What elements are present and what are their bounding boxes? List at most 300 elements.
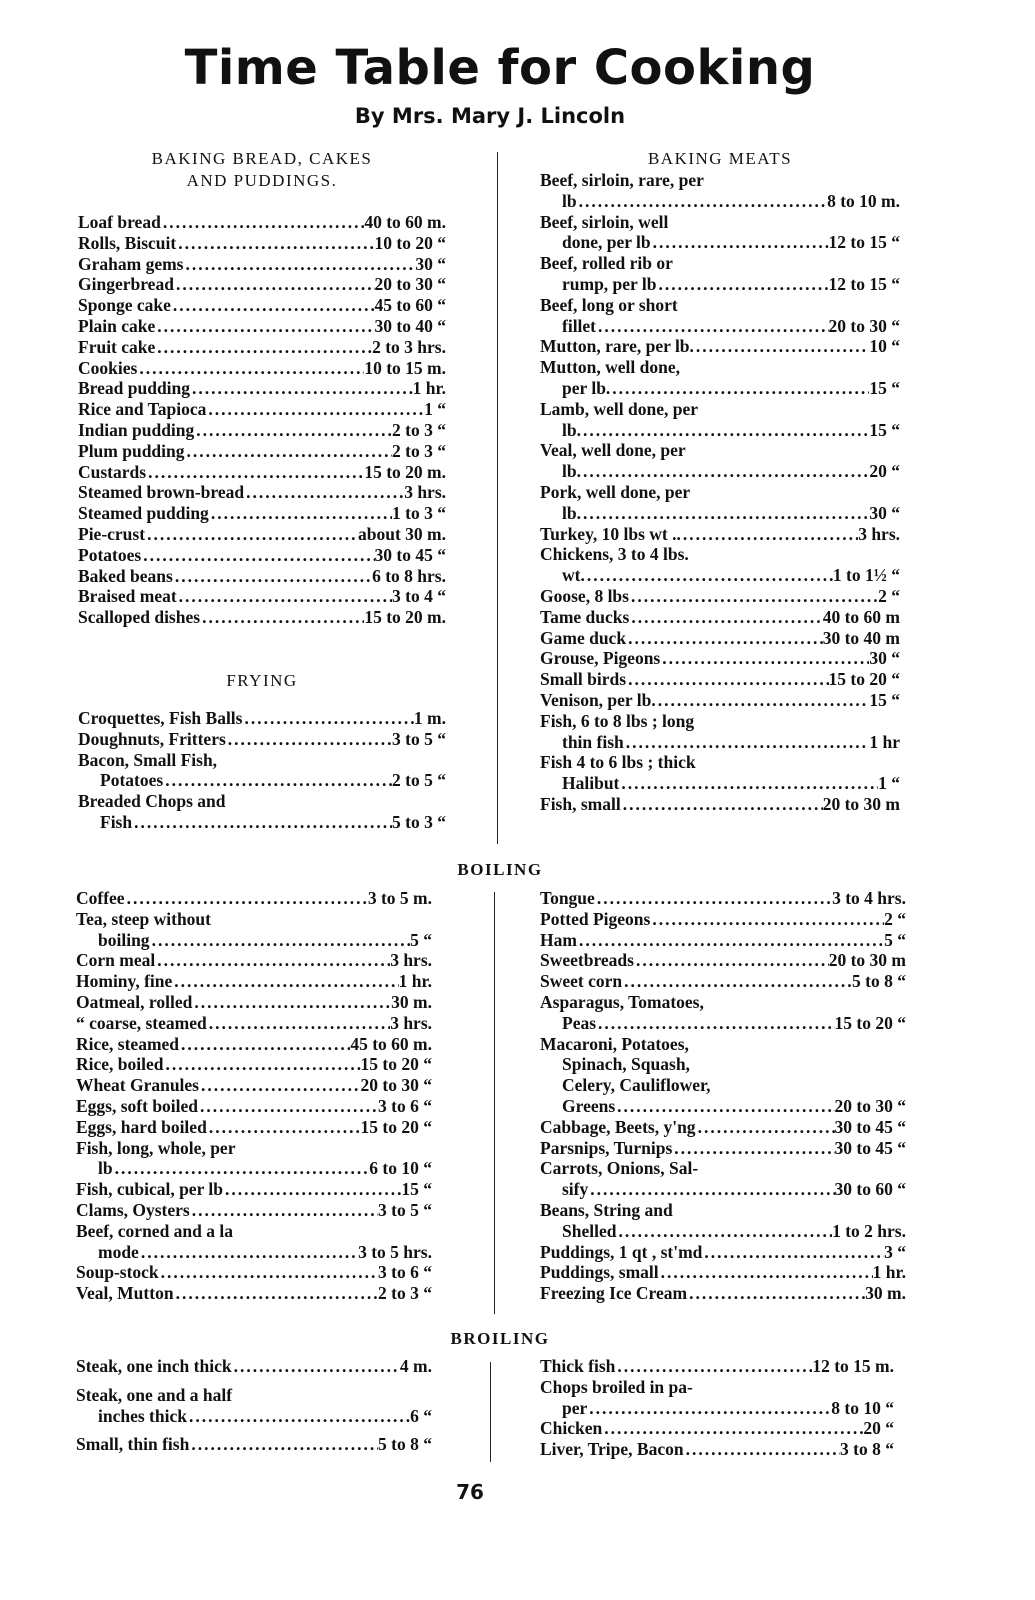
dot-leader [581, 503, 869, 524]
timetable-row [540, 170, 900, 191]
boiling-left-column [76, 888, 432, 1304]
timetable-row [78, 524, 446, 545]
timetable-row [78, 750, 446, 771]
dot-leader [619, 773, 878, 794]
timetable-time: 5 to 8 “ [378, 1434, 432, 1455]
dot-leader [596, 316, 829, 337]
dot-leader [139, 1242, 358, 1263]
timetable-time: 45 to 60 “ [374, 295, 446, 316]
dot-leader [616, 1221, 832, 1242]
timetable-time: 6 “ [410, 1405, 432, 1426]
timetable-row [540, 992, 906, 1013]
timetable-row [540, 909, 906, 930]
timetable-item: Gingerbread [78, 274, 174, 295]
timetable-item: Beef, sirloin, rare, per [540, 170, 704, 190]
timetable-item: lb [98, 1158, 113, 1179]
timetable-item: Steak, one inch thick [76, 1356, 232, 1376]
timetable-row [78, 462, 446, 483]
timetable-time: 3 hrs. [390, 950, 432, 971]
timetable-item: Beef, sirloin, well [540, 211, 669, 232]
timetable-time: 12 to 15 m. [812, 1356, 894, 1376]
timetable-row [76, 1096, 432, 1117]
dot-leader [684, 1439, 840, 1460]
dot-leader [626, 628, 823, 649]
dot-leader [622, 971, 852, 992]
boiling-right-column [540, 888, 906, 1304]
dot-leader [113, 1158, 370, 1179]
timetable-row [78, 791, 446, 812]
timetable-item: lb. [562, 502, 581, 523]
timetable-row [76, 1054, 432, 1075]
dot-leader [696, 1117, 835, 1138]
timetable-row [76, 1406, 432, 1427]
timetable-row [76, 1034, 432, 1055]
timetable-item: Rice, steamed [76, 1033, 180, 1054]
timetable-row [540, 971, 906, 992]
timetable-row [76, 888, 432, 909]
dot-leader [192, 992, 391, 1013]
timetable-row [540, 524, 900, 545]
timetable-row [78, 274, 446, 295]
timetable-item: Carrots, Onions, Sal- [540, 1158, 699, 1179]
timetable-time: 15 “ [869, 419, 900, 440]
dot-leader [232, 1356, 400, 1377]
dot-leader [179, 1034, 350, 1055]
timetable-row [78, 316, 446, 337]
timetable-row [76, 930, 432, 951]
timetable-time: 3 to 4 “ [392, 586, 446, 607]
dot-leader [621, 794, 823, 815]
timetable-row [540, 336, 900, 357]
timetable-row [76, 1117, 432, 1138]
timetable-time: 3 to 5 m. [367, 888, 432, 908]
dot-leader [624, 732, 870, 753]
dot-leader [626, 669, 828, 690]
boiling-right-list [540, 888, 906, 1304]
dot-leader [174, 1283, 378, 1304]
dot-leader [694, 336, 869, 357]
timetable-item: Soup-stock [76, 1262, 159, 1283]
dot-leader [581, 420, 869, 441]
timetable-item: Greens [562, 1095, 616, 1116]
timetable-time: 3 hrs. [858, 523, 900, 544]
timetable-time: 30 to 60 “ [834, 1179, 906, 1200]
timetable-item: thin fish [562, 731, 624, 752]
timetable-item: Chickens, 3 to 4 lbs. [540, 544, 689, 565]
timetable-item: Steak, one and a half [76, 1384, 233, 1405]
dot-leader [125, 888, 368, 909]
timetable-item: Parsnips, Turnips [540, 1137, 673, 1158]
dot-leader [159, 1262, 378, 1283]
broiling-left-list [76, 1356, 432, 1455]
timetable-item: Asparagus, Tomatoes, [540, 991, 704, 1012]
timetable-time: 1 to 2 hrs. [832, 1220, 906, 1241]
timetable-item: Wheat Granules [76, 1075, 199, 1096]
timetable-time: 10 to 20 “ [374, 232, 446, 253]
timetable-row [78, 337, 446, 358]
timetable-item: Sponge cake [78, 295, 171, 316]
timetable-item: Grouse, Pigeons [540, 648, 661, 669]
dot-leader [577, 191, 827, 212]
timetable-time: 20 to 30 “ [360, 1075, 432, 1096]
timetable-time: 1 “ [424, 399, 446, 420]
timetable-time: 30 m. [865, 1283, 906, 1304]
timetable-item: Graham gems [78, 253, 184, 274]
timetable-item: Veal, Mutton [76, 1283, 174, 1304]
timetable-row [540, 212, 900, 233]
timetable-row [78, 399, 446, 420]
timetable-row [540, 1096, 906, 1117]
dot-leader [199, 1075, 361, 1096]
timetable-item: Fruit cake [78, 336, 156, 357]
timetable-row [540, 1356, 894, 1377]
timetable-time: 3 to 6 “ [378, 1095, 432, 1116]
baking-bread-heading-2: AND PUDDINGS. [186, 171, 338, 190]
timetable-row [78, 729, 446, 750]
timetable-item: Potatoes [100, 770, 164, 791]
timetable-row [76, 950, 432, 971]
timetable-time: 15 to 20 “ [360, 1116, 432, 1137]
timetable-item: Mutton, well done, [540, 357, 680, 378]
timetable-row [540, 357, 900, 378]
timetable-row [76, 1200, 432, 1221]
timetable-item: Mutton, rare, per lb. [540, 336, 694, 357]
timetable-item: mode [98, 1241, 139, 1262]
timetable-time: 3 to 6 “ [378, 1262, 432, 1283]
timetable-item: Liver, Tripe, Bacon [540, 1439, 684, 1460]
timetable-item: Bread pudding [78, 378, 191, 399]
timetable-item: Rolls, Biscuit [78, 232, 177, 253]
timetable-item: Bacon, Small Fish, [78, 749, 218, 770]
timetable-row [78, 566, 446, 587]
timetable-row [76, 1179, 432, 1200]
timetable-item: Fish, long, whole, per [76, 1137, 236, 1158]
timetable-time: 2 to 3 hrs. [372, 336, 446, 357]
timetable-time: 40 to 60 m [822, 606, 900, 627]
timetable-item: “ coarse, steamed [76, 1012, 207, 1033]
timetable-row [76, 1075, 432, 1096]
timetable-row [76, 1356, 432, 1377]
timetable-time: 1 hr. [412, 378, 446, 399]
timetable-item: Tea, steep without [76, 908, 211, 929]
dot-leader [187, 1406, 410, 1427]
timetable-time: 1 m. [413, 707, 446, 728]
dot-leader [687, 1283, 865, 1304]
baking-bread-heading-1: BAKING BREAD, CAKES [151, 149, 373, 168]
timetable-row [540, 648, 900, 669]
timetable-time: 2 “ [884, 908, 906, 929]
timetable-item: Potatoes [78, 544, 142, 565]
column-divider-boiling [494, 892, 495, 1314]
timetable-time: 20 to 30 “ [828, 315, 900, 336]
dot-leader [190, 1200, 378, 1221]
timetable-item: Celery, Cauliflower, [562, 1075, 711, 1096]
timetable-time: 10 to 15 m. [364, 357, 446, 378]
timetable-time: 2 to 3 “ [392, 440, 446, 461]
timetable-time: 15 “ [401, 1179, 432, 1200]
timetable-item: Coffee [76, 888, 125, 908]
timetable-row [540, 1117, 906, 1138]
timetable-row [78, 503, 446, 524]
timetable-item: lb [562, 190, 577, 211]
timetable-row [540, 399, 900, 420]
dot-leader [155, 337, 372, 358]
timetable-time: 45 to 60 m. [350, 1033, 432, 1054]
dot-leader [137, 358, 364, 379]
dot-leader [200, 607, 364, 628]
timetable-row [76, 1434, 432, 1455]
timetable-item: lb. [562, 419, 581, 440]
dot-leader [702, 1242, 884, 1263]
broiling-left-column [76, 1356, 432, 1455]
dot-leader [150, 930, 411, 951]
dot-leader [660, 648, 869, 669]
timetable-row [540, 628, 900, 649]
timetable-row [540, 420, 900, 441]
timetable-item: Fish [100, 811, 133, 832]
timetable-time: 15 to 20 “ [834, 1012, 906, 1033]
broiling-heading: BROILING [450, 1329, 550, 1348]
timetable-time: 20 “ [863, 1418, 894, 1439]
timetable-row [540, 1439, 894, 1460]
dot-leader [183, 254, 415, 275]
timetable-time: about 30 m. [358, 523, 446, 544]
timetable-row [540, 565, 900, 586]
timetable-time: 12 to 15 “ [828, 232, 900, 253]
timetable-row [540, 669, 900, 690]
timetable-item: Loaf bread [78, 212, 161, 232]
timetable-time: 15 to 20 “ [360, 1054, 432, 1075]
timetable-row [540, 1034, 906, 1055]
timetable-time: 15 to 20 m. [364, 607, 446, 628]
timetable-time: 20 to 30 “ [374, 274, 446, 295]
timetable-row [78, 441, 446, 462]
timetable-row [76, 992, 432, 1013]
dot-leader [587, 1398, 831, 1419]
timetable-item: done, per lb [562, 232, 651, 253]
timetable-time: 30 m. [391, 991, 432, 1012]
dot-leader [634, 950, 829, 971]
dot-leader [585, 565, 833, 586]
timetable-row [540, 378, 900, 399]
dot-leader [207, 1117, 361, 1138]
timetable-row [78, 812, 446, 833]
dot-leader [650, 909, 884, 930]
timetable-item: Beef, corned and a la [76, 1220, 234, 1241]
timetable-item: Eggs, soft boiled [76, 1095, 199, 1116]
timetable-row [540, 316, 900, 337]
dot-leader [588, 1179, 834, 1200]
column-divider-top [497, 152, 498, 844]
timetable-time: 15 to 20 m. [364, 461, 446, 482]
timetable-item: Puddings, small [540, 1262, 659, 1283]
timetable-item: Clams, Oysters [76, 1199, 190, 1220]
timetable-row [540, 1179, 906, 1200]
baking-meats-heading: BAKING MEATS [647, 149, 793, 168]
timetable-time: 20 to 30 m [822, 793, 900, 814]
dot-leader [171, 295, 375, 316]
timetable-time: 30 “ [869, 648, 900, 669]
timetable-time: 30 to 45 “ [834, 1116, 906, 1137]
timetable-row [540, 461, 900, 482]
baking-bread-list [78, 212, 446, 628]
timetable-row [540, 253, 900, 274]
column-divider-broiling [490, 1362, 491, 1462]
dot-leader [244, 482, 404, 503]
timetable-time: 3 to 5 hrs. [358, 1241, 432, 1262]
timetable-item: Corn meal [76, 950, 156, 971]
author-byline: By Mrs. Mary J. Lincoln [354, 104, 626, 128]
timetable-time: 6 to 8 hrs. [372, 565, 446, 586]
timetable-time: 40 to 60 m. [364, 212, 446, 232]
timetable-item: Plum pudding [78, 440, 185, 461]
dot-leader [209, 503, 392, 524]
timetable-row [540, 1054, 906, 1075]
timetable-item: Hominy, fine [76, 971, 173, 992]
timetable-row [78, 482, 446, 503]
timetable-time: 1 “ [878, 773, 900, 794]
dot-leader [223, 1179, 401, 1200]
timetable-row [78, 420, 446, 441]
timetable-row [540, 295, 900, 316]
timetable-row [540, 1398, 894, 1419]
timetable-time: 5 “ [410, 929, 432, 950]
timetable-item: Plain cake [78, 315, 156, 336]
timetable-time: 3 hrs. [390, 1012, 432, 1033]
timetable-item: Goose, 8 lbs [540, 585, 629, 606]
timetable-item: per lb. [562, 377, 611, 398]
timetable-time: 8 to 10 m. [827, 190, 900, 211]
timetable-row [78, 233, 446, 254]
timetable-item: Tongue [540, 888, 595, 908]
timetable-row [76, 1013, 432, 1034]
timetable-item: Eggs, hard boiled [76, 1116, 207, 1137]
page-number: 76 [456, 1480, 484, 1504]
timetable-row [540, 482, 900, 503]
timetable-row [540, 1377, 894, 1398]
dot-leader [681, 524, 858, 545]
timetable-time: 3 to 5 “ [392, 728, 446, 749]
timetable-row [78, 607, 446, 628]
timetable-item: Indian pudding [78, 419, 195, 440]
timetable-row [540, 1158, 906, 1179]
timetable-item: Puddings, 1 qt , st'md [540, 1241, 703, 1262]
dot-leader [141, 545, 374, 566]
timetable-item: Halibut [562, 773, 620, 794]
timetable-item: Oatmeal, rolled [76, 991, 193, 1012]
timetable-row [76, 1242, 432, 1263]
timetable-item: Small, thin fish [76, 1434, 190, 1455]
timetable-time: 10 “ [869, 336, 900, 357]
dot-leader [198, 1096, 378, 1117]
boiling-heading: BOILING [457, 860, 543, 879]
timetable-row [540, 191, 900, 212]
frying-heading: FRYING [226, 670, 298, 690]
timetable-time: 15 “ [869, 689, 900, 710]
timetable-row [540, 690, 900, 711]
timetable-row [540, 1138, 906, 1159]
timetable-row [540, 1221, 906, 1242]
timetable-item: Doughnuts, Fritters [78, 728, 226, 749]
dot-leader [659, 1262, 873, 1283]
dot-leader [161, 212, 365, 233]
timetable-time: 15 “ [869, 377, 900, 398]
timetable-item: Ham [540, 929, 577, 950]
timetable-time: 5 “ [884, 929, 906, 950]
dot-leader [242, 708, 413, 729]
timetable-item: Rice and Tapioca [78, 399, 207, 420]
timetable-time: 6 to 10 “ [369, 1158, 432, 1179]
dot-leader [651, 232, 829, 253]
timetable-time: 20 to 30 “ [834, 1095, 906, 1116]
timetable-time: 30 “ [415, 253, 446, 274]
dot-leader [164, 1054, 361, 1075]
dot-leader [172, 971, 398, 992]
dot-leader [194, 420, 392, 441]
timetable-row [540, 950, 906, 971]
timetable-row [540, 888, 906, 909]
timetable-time: 30 to 40 m [822, 627, 900, 648]
timetable-row [76, 909, 432, 930]
frying-list [78, 708, 446, 833]
dot-leader [226, 729, 392, 750]
timetable-item: Sweet corn [540, 971, 623, 992]
dot-leader [132, 812, 392, 833]
dot-leader [176, 233, 374, 254]
timetable-row [78, 708, 446, 729]
timetable-item: Steamed pudding [78, 503, 209, 524]
timetable-item: Veal, well done, per [540, 440, 686, 461]
timetable-time: 12 to 15 “ [828, 273, 900, 294]
dot-leader [595, 888, 832, 909]
dot-leader [577, 930, 884, 951]
timetable-row [76, 1221, 432, 1242]
timetable-item: Beef, long or short [540, 294, 678, 315]
dot-leader [155, 316, 374, 337]
timetable-row [540, 607, 900, 628]
timetable-item: Chicken [540, 1418, 603, 1439]
timetable-item: Baked beans [78, 565, 173, 586]
dot-leader [672, 1138, 834, 1159]
timetable-time: 3 “ [884, 1241, 906, 1262]
timetable-row [78, 295, 446, 316]
timetable-item: inches thick [98, 1405, 187, 1426]
timetable-item: Fish, small [540, 793, 621, 814]
timetable-item: Game duck [540, 627, 627, 648]
timetable-row [76, 1158, 432, 1179]
timetable-row [76, 1385, 432, 1406]
timetable-item: Fish 4 to 6 lbs ; thick [540, 752, 696, 773]
timetable-time: 1 hr. [872, 1262, 906, 1283]
timetable-row [78, 254, 446, 275]
timetable-item: Tame ducks [540, 606, 630, 627]
timetable-item: Cabbage, Beets, y'ng [540, 1116, 696, 1137]
timetable-item: Fish, cubical, per lb [76, 1179, 223, 1200]
timetable-row [540, 930, 906, 951]
timetable-time: 3 to 5 “ [378, 1199, 432, 1220]
dot-leader [163, 770, 392, 791]
timetable-item: lb. [562, 461, 581, 482]
timetable-item: Spinach, Squash, [562, 1054, 690, 1075]
timetable-row [540, 503, 900, 524]
timetable-time: 4 m. [399, 1356, 432, 1376]
timetable-time: 2 to 3 “ [378, 1283, 432, 1304]
timetable-item: Croquettes, Fish Balls [78, 707, 243, 728]
timetable-row [540, 752, 900, 773]
timetable-time: 30 to 40 “ [374, 315, 446, 336]
timetable-row [78, 378, 446, 399]
timetable-row [540, 232, 900, 253]
